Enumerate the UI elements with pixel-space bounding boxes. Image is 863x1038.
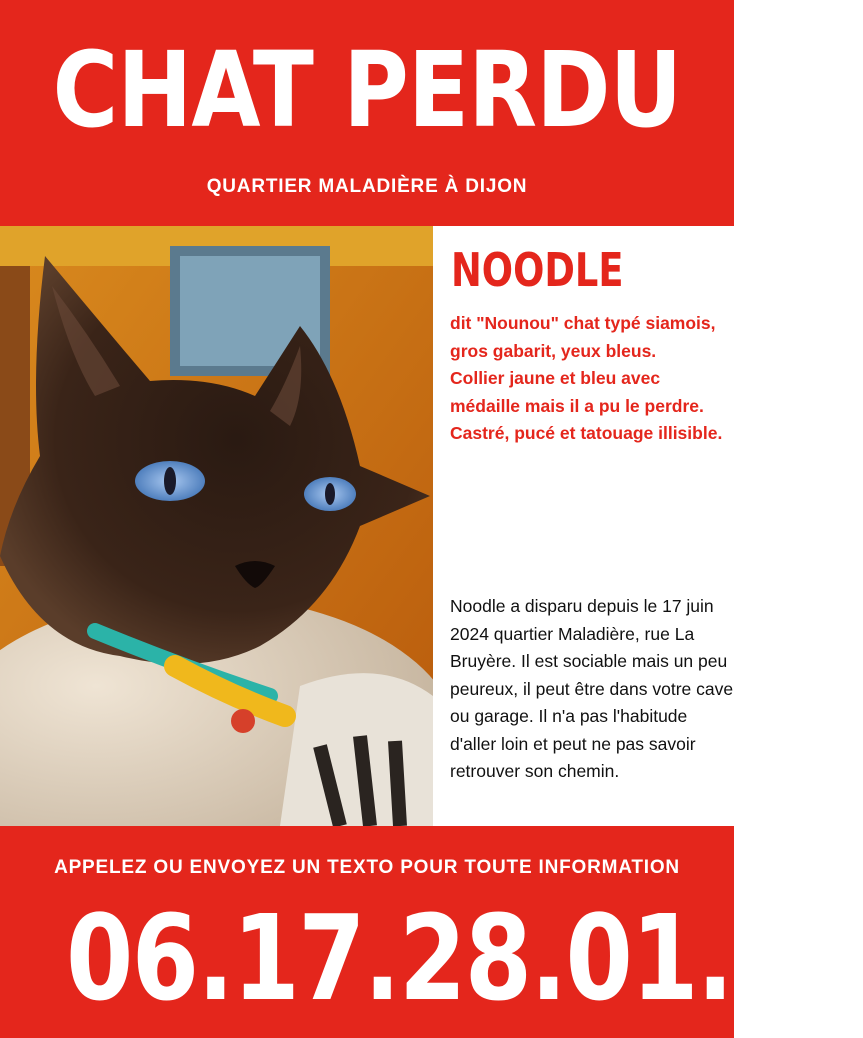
cat-name: NOODLE	[451, 243, 624, 297]
disappearance-story: Noodle a disparu depuis le 17 juin 2024 quartier Maladière, rue La Bruyère. Il est sociable mais un peu peureux, il peut être dans votre cave ou garage. Il n'a pas l'habitude d'aller loin et peut ne pas savoir retrouver son chemin.	[450, 596, 734, 781]
description-line: Collier jaune et bleu avec médaille mais il a pu le perdre.	[450, 368, 704, 416]
description-line: Castré, pucé et tatouage illisible.	[450, 423, 723, 443]
cat-description	[450, 310, 730, 448]
cat-photo	[0, 226, 433, 826]
call-to-action: APPELEZ OU ENVOYEZ UN TEXTO POUR TOUTE INFORMATION	[54, 857, 680, 878]
phone-number[interactable]: 06.17.28.01.67	[66, 889, 863, 1027]
cat-info-panel	[433, 226, 734, 826]
poster-title: CHAT PERDU	[52, 29, 682, 151]
description-line: dit "Nounou" chat typé siamois, gros gabarit, yeux bleus.	[450, 313, 716, 361]
poster-location: QUARTIER MALADIÈRE À DIJON	[206, 176, 528, 197]
